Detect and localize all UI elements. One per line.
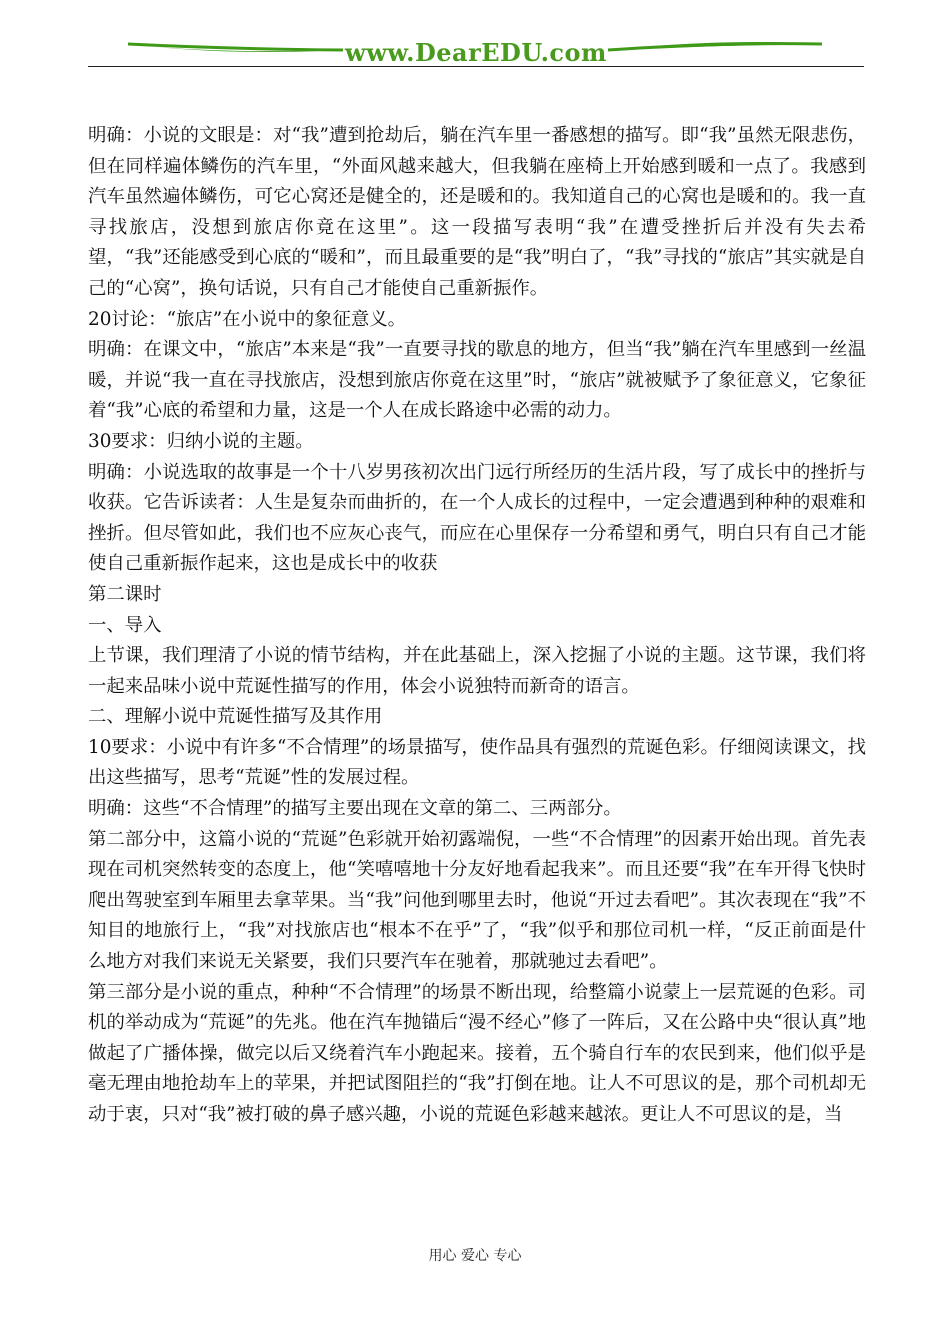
paragraph: 10要求：小说中有许多“不合情理”的场景描写，使作品具有强烈的荒诞色彩。仔细阅读课文，找出这些描写，思考“荒诞”性的发展过程。 (88, 736, 866, 789)
paragraph: 20讨论：“旅店”在小说中的象征意义。 (88, 308, 407, 330)
paragraph: 明确：小说的文眼是：对“我”遭到抢劫后，躺在汽车里一番感想的描写。即“我”虽然无限悲伤，但在同样遍体鳞伤的汽车里，“外面风越来越大，但我躺在座椅上开始感到暖和一点了。我感到汽车虽然遍体鳞伤，可它心窝还是健全的，还是暖和的。我知道自己的心窝也是暖和的。我一直寻找旅店，没想到旅店你竟在这里”。这一段描写表明“我”在遭受挫折后并没有失去希望，“我”还能感受到心底的“暖和”，而且最重要的是“我”明白了，“我”寻找的“旅店”其实就是自己的“心窝”，换句话说，只有自己才能使自己重新振作。 (88, 125, 866, 299)
paragraph: 明确：小说选取的故事是一个十八岁男孩初次出门远行所经历的生活片段，写了成长中的挫折与收获。它告诉读者：人生是复杂而曲折的，在一个人成长的过程中，一定会遭遇到种种的艰难和挫折。但尽管如此，我们也不应灰心丧气，而应在心里保存一分希望和勇气，明白只有自己才能使自己重新振作起来，这也是成长中的收获 (88, 461, 866, 575)
paragraph: 明确：这些“不合情理”的描写主要出现在文章的第二、三两部分。 (88, 798, 622, 820)
page-footer: 用心 爱心 专心 (428, 1248, 522, 1264)
section-heading: 一、导入 (88, 614, 162, 636)
section-heading: 二、理解小说中荒诞性描写及其作用 (88, 706, 383, 728)
site-brand: www.DearEDU.com (345, 38, 607, 67)
paragraph: 第二部分中，这篇小说的“荒诞”色彩就开始初露端倪，一些“不合情理”的因素开始出现。首先表现在司机突然转变的态度上，他“笑嘻嘻地十分友好地看起我来”。而且还要“我”在车开得飞快时爬出驾驶室到车厢里去拿苹果。当“我”问他到哪里去时，他说“开过去看吧”。其次表现在“我”不知目的地旅行上，“我”对找旅店也“根本不在乎”了，“我”似乎和那位司机一样，“反正前面是什么地方对我们来说无关紧要，我们只要汽车在驰着，那就驰过去看吧”。 (88, 828, 866, 973)
paragraph: 第三部分是小说的重点，种种“不合情理”的场景不断出现，给整篇小说蒙上一层荒诞的色彩。司机的举动成为“荒诞”的先兆。他在汽车抛锚后“漫不经心”修了一阵后，又在公路中央“很认真”地做起了广播体操，做完以后又绕着汽车小跑起来。接着，五个骑自行车的农民到来，他们似乎是毫无理由地抢劫车上的苹果，并把试图阻拦的“我”打倒在地。让人不可思议的是，那个司机却无动于衷，只对“我”被打破的鼻子感兴趣，小说的荒诞色彩越来越浓。更让人不可思议的是，当 (88, 981, 866, 1125)
page-header (88, 30, 864, 70)
section-heading: 第二课时 (88, 583, 162, 605)
paragraph: 30要求：归纳小说的主题。 (88, 430, 314, 452)
paragraph: 上节课，我们理清了小说的情节结构，并在此基础上，深入挖掘了小说的主题。这节课，我们将一起来品味小说中荒诞性描写的作用，体会小说独特而新奇的语言。 (88, 645, 866, 697)
document-body (88, 121, 866, 1131)
paragraph: 明确：在课文中，“旅店”本来是“我”一直要寻找的歇息的地方，但当“我”躺在汽车里感到一丝温暖，并说“我一直在寻找旅店，没想到旅店你竟在这里”时，“旅店”就被赋予了象征意义，它象征着“我”心底的希望和力量，这是一个人在成长路途中必需的动力。 (88, 339, 866, 422)
header-divider (88, 66, 864, 67)
